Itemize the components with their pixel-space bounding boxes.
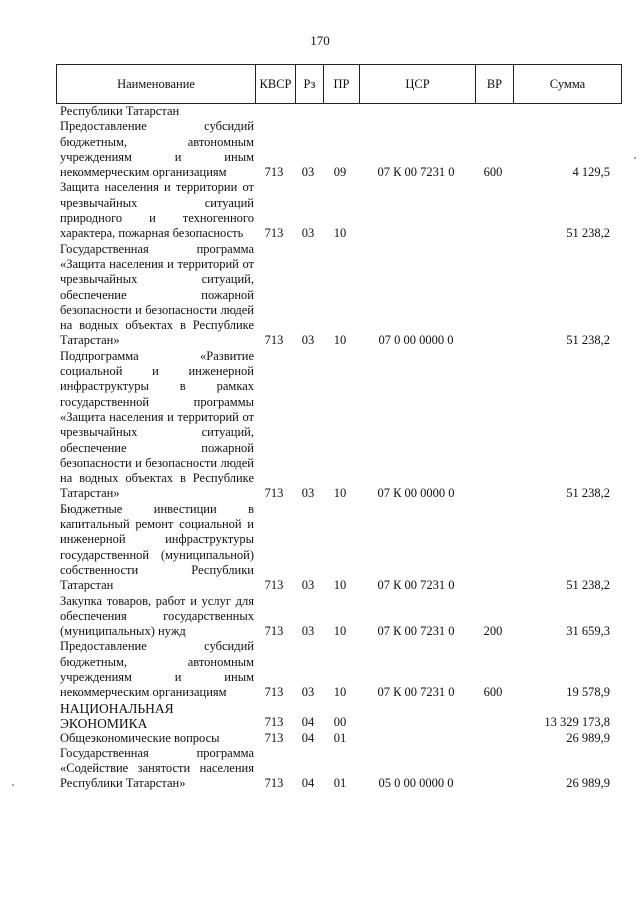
row-kvsr: 713: [264, 685, 284, 700]
row-sum: 51 238,2: [566, 226, 610, 241]
row-sum: 31 659,3: [566, 624, 610, 639]
header-name: Наименование: [117, 76, 195, 91]
row-kvsr: 713: [264, 715, 284, 730]
row-rz: 04: [301, 730, 315, 745]
header-sum: Сумма: [513, 65, 621, 103]
page-number: 170: [310, 33, 330, 48]
table-row: [56, 242, 622, 349]
row-pr: 10: [333, 685, 347, 700]
table-row: [56, 746, 622, 792]
row-name: Государственная программа «Содействие занятости населения Республики Татарстан»: [60, 745, 254, 791]
row-pr: 01: [333, 776, 347, 791]
row-sum: 4 129,5: [572, 165, 610, 180]
row-rz: 04: [301, 776, 315, 791]
row-name: Защита населения и территории от чрезвычайных ситуаций природного и техногенного характера, пожарная безопасность: [60, 180, 254, 241]
row-csr: 07 К 00 7231 0: [377, 624, 455, 639]
header-csr: ЦСР: [359, 65, 475, 103]
row-kvsr: 713: [264, 578, 284, 593]
row-name: Общеэкономические вопросы: [60, 730, 220, 745]
row-vr: 600: [483, 685, 503, 700]
row-sum: 51 238,2: [566, 578, 610, 593]
row-sum: 13 329 173,8: [544, 715, 610, 730]
row-kvsr: 713: [264, 776, 284, 791]
row-name: Подпрограмма «Развитие социальной и инженерной инфраструктуры в рамках государственной программы «Защита населения и территорий от чрезвычайных ситуаций, обеспечение пожарной безопасности и безопасности людей на водных объектах в Республике Татарстан»: [60, 348, 254, 501]
row-sum: 19 578,9: [566, 685, 610, 700]
row-kvsr: 713: [264, 624, 284, 639]
row-pr: 09: [333, 165, 347, 180]
table-row: [56, 180, 622, 241]
row-kvsr: 713: [264, 730, 284, 745]
table-body: [56, 104, 622, 792]
row-csr: 07 0 00 0000 0: [378, 333, 454, 348]
row-name: Государственная программа «Защита населения и территорий от чрезвычайных ситуаций, обеспечение пожарной безопасности и безопасности людей на водных объектах в Республике Татарстан»: [60, 241, 254, 348]
row-name: Закупка товаров, работ и услуг для обеспечения государственных (муниципальных) нужд: [60, 593, 254, 639]
header-pr: ПР: [323, 65, 359, 103]
table-header: [56, 64, 622, 104]
row-name: Бюджетные инвестиции в капитальный ремонт социальной и инженерной инфраструктуры государственной (муниципальной) собственности Республики Татарстан: [60, 501, 254, 593]
row-sum: 51 238,2: [566, 333, 610, 348]
row-vr: 600: [483, 165, 503, 180]
row-csr: 07 К 00 7231 0: [377, 685, 455, 700]
table-row: [56, 119, 622, 180]
table-row: [56, 594, 622, 640]
row-pr: 10: [333, 226, 347, 241]
row-rz: 03: [301, 165, 315, 180]
scan-speck: [12, 784, 14, 786]
table-row: [56, 731, 622, 746]
header-vr: ВР: [475, 65, 513, 103]
row-sum: 51 238,2: [566, 486, 610, 501]
row-rz: 03: [301, 624, 315, 639]
row-pr: 10: [333, 486, 347, 501]
row-pr: 00: [333, 715, 347, 730]
row-name: НАЦИОНАЛЬНАЯ ЭКОНОМИКА: [60, 700, 174, 731]
row-pr: 10: [333, 624, 347, 639]
row-name: Предоставление субсидий бюджетным, автономным учреждениям и иным некоммерческим организациям: [60, 119, 254, 180]
header-rz: Рз: [295, 65, 323, 103]
row-csr: 05 0 00 0000 0: [378, 776, 454, 791]
table-row: [56, 104, 622, 119]
row-rz: 03: [301, 685, 315, 700]
row-csr: 07 К 00 0000 0: [377, 486, 455, 501]
row-rz: 03: [301, 333, 315, 348]
header-kvsr: КВСР: [255, 65, 295, 103]
row-csr: 07 К 00 7231 0: [377, 578, 455, 593]
row-rz: 03: [301, 226, 315, 241]
row-kvsr: 713: [264, 165, 284, 180]
table-row: [56, 639, 622, 700]
row-rz: 04: [301, 715, 315, 730]
row-kvsr: 713: [264, 226, 284, 241]
row-pr: 01: [333, 730, 347, 745]
row-csr: 07 К 00 7231 0: [377, 165, 455, 180]
table-row: [56, 701, 622, 731]
table-row: [56, 502, 622, 594]
row-vr: 200: [483, 624, 503, 639]
row-kvsr: 713: [264, 333, 284, 348]
row-name: Предоставление субсидий бюджетным, автономным учреждениям и иным некоммерческим организациям: [60, 639, 254, 700]
row-rz: 03: [301, 578, 315, 593]
row-pr: 10: [333, 333, 347, 348]
row-sum: 26 989,9: [566, 776, 610, 791]
row-name: Республики Татарстан: [60, 104, 180, 118]
row-rz: 03: [301, 486, 315, 501]
table-row: [56, 349, 622, 502]
scan-speck: [634, 157, 636, 159]
row-sum: 26 989,9: [566, 730, 610, 745]
row-kvsr: 713: [264, 486, 284, 501]
row-pr: 10: [333, 578, 347, 593]
